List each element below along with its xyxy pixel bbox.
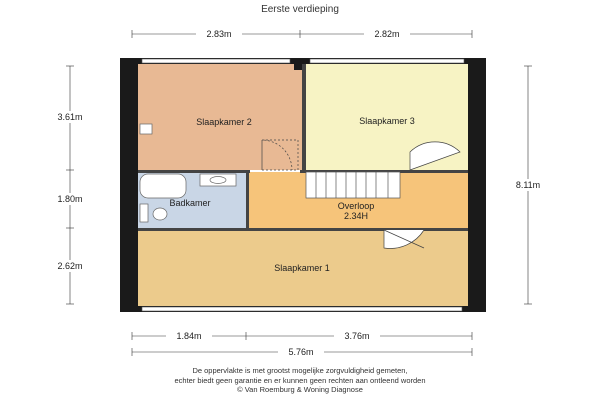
- dim-top-left: 2.83m: [206, 29, 232, 39]
- disclaimer-line-1: De oppervlakte is met grootst mogelijke zorgvuldigheid gemeten,: [192, 366, 408, 375]
- dim-bottom-total: 5.76m: [288, 347, 314, 357]
- copyright: © Van Roemburg & Woning Diagnose: [237, 385, 363, 394]
- staircase: [306, 172, 400, 198]
- dim-bottom-left: 1.84m: [176, 331, 202, 341]
- label-slaapkamer-2: Slaapkamer 2: [196, 117, 252, 127]
- dim-right-total: 8.11m: [515, 180, 541, 190]
- label-badkamer: Badkamer: [169, 198, 211, 208]
- disclaimer: [0, 366, 600, 395]
- label-slaapkamer-1: Slaapkamer 1: [274, 263, 330, 273]
- dim-top-right: 2.82m: [374, 29, 400, 39]
- dim-left-top: 3.61m: [57, 112, 83, 122]
- dim-left-mid: 1.80m: [57, 194, 83, 204]
- floor-title: Eerste verdieping: [261, 4, 339, 15]
- label-overloop-height: 2.34H: [343, 211, 369, 221]
- dim-left-bottom: 2.62m: [57, 261, 83, 271]
- label-slaapkamer-3: Slaapkamer 3: [359, 116, 415, 126]
- dim-bottom-right: 3.76m: [344, 331, 370, 341]
- label-overloop: Overloop: [337, 201, 375, 211]
- disclaimer-line-2: echter biedt geen garantie en er kunnen geen rechten aan ontleend worden: [174, 375, 426, 385]
